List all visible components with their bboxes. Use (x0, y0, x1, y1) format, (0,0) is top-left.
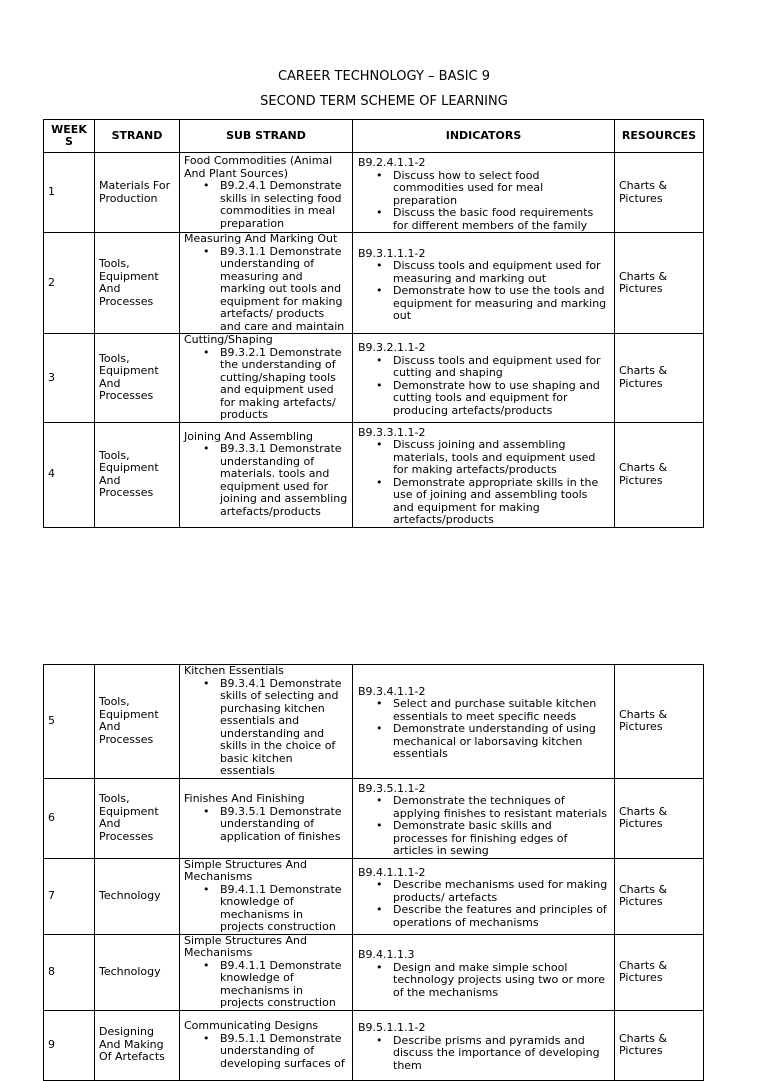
week-cell: 6 (44, 778, 95, 858)
content-standard: • B9.3.3.1 Demonstrate understanding of materials. tools and equipment used for joining and assembling artefacts/products (220, 443, 348, 518)
content-standard: • B9.3.4.1 Demonstrate skills of selecting and purchasing kitchen essentials and understanding and skills in the choice of basic kitchen essentials (220, 678, 348, 778)
indicator-item: • Discuss tools and equipment used for measuring and marking out (393, 260, 610, 285)
document-title: CAREER TECHNOLOGY – BASIC 9 (277, 69, 491, 84)
indicators-cell (353, 422, 615, 527)
sub-strand-cell (180, 665, 353, 779)
indicator-code: B9.3.4.1.1-2 (358, 684, 426, 698)
strand-cell: Tools, Equipment And Processes (95, 233, 180, 334)
indicators-cell (353, 665, 615, 779)
indicators-cell (353, 778, 615, 858)
content-standard: • B9.4.1.1 Demonstrate knowledge of mechanisms in projects construction (220, 884, 348, 934)
indicator-item: • Discuss how to select food commodities used for meal preparation (393, 170, 610, 208)
indicator-code: B9.2.4.1.1-2 (358, 156, 426, 169)
indicators-cell (353, 233, 615, 334)
content-standard: • B9.3.5.1 Demonstrate understanding of application of finishes (220, 806, 348, 844)
sub-strand-cell (180, 233, 353, 334)
indicator-code: B9.3.3.1.1-2 (358, 425, 426, 439)
table-row (44, 858, 704, 934)
strand-cell: Tools, Equipment And Processes (95, 334, 180, 423)
document-subtitle: SECOND TERM SCHEME OF LEARNING (260, 94, 508, 109)
resources-cell: Charts & Pictures (615, 934, 704, 1010)
table-row (44, 334, 704, 423)
indicator-item: • Demonstrate basic skills and processes for finishing edges of articles in sewing (393, 820, 610, 858)
indicators-cell (353, 858, 615, 934)
week-cell: 2 (44, 233, 95, 334)
header-resources: RESOURCES (615, 120, 704, 153)
resources-cell: Charts & Pictures (615, 334, 704, 423)
indicator-item: • Demonstrate appropriate skills in the use of joining and assembling tools and equipment for making artefacts/products (393, 477, 610, 527)
strand-cell: Materials For Production (95, 153, 180, 233)
strand-cell: Tools, Equipment And Processes (95, 422, 180, 527)
indicator-item: • Describe the features and principles of operations of mechanisms (393, 904, 610, 929)
sub-strand-title: Cutting/Shaping (184, 333, 273, 346)
indicator-item: • Demonstrate understanding of using mechanical or laborsaving kitchen essentials (393, 723, 610, 761)
header-indicators: INDICATORS (353, 120, 615, 153)
strand-cell: Tools, Equipment And Processes (95, 665, 180, 779)
table-row (44, 233, 704, 334)
indicator-code: B9.3.5.1.1-2 (358, 781, 426, 795)
indicators-cell (353, 153, 615, 233)
indicator-item: • Discuss tools and equipment used for cutting and shaping (393, 355, 610, 380)
table-row (44, 665, 704, 779)
indicator-item: • Demonstrate the techniques of applying finishes to resistant materials (393, 795, 610, 820)
resources-cell: Charts & Pictures (615, 1010, 704, 1080)
sub-strand-cell (180, 778, 353, 858)
indicator-item: • Describe prisms and pyramids and discuss the importance of developing them (393, 1035, 610, 1073)
content-standard: • B9.5.1.1 Demonstrate understanding of developing surfaces of (220, 1033, 348, 1071)
table-row (44, 153, 704, 233)
sub-strand-title: Kitchen Essentials (184, 664, 284, 677)
resources-cell: Charts & Pictures (615, 665, 704, 779)
indicator-item: • Demonstrate how to use the tools and equipment for measuring and marking out (393, 285, 610, 323)
week-cell: 9 (44, 1010, 95, 1080)
scheme-table-2 (43, 664, 704, 1081)
sub-strand-cell (180, 858, 353, 934)
sub-strand-title: Joining And Assembling (184, 429, 314, 443)
header-strand: STRAND (95, 120, 180, 153)
sub-strand-cell (180, 334, 353, 423)
sub-strand-title: Simple Structures And Mechanisms (184, 858, 307, 883)
indicator-code: B9.4.1.1.1-2 (358, 865, 426, 879)
sub-strand-title: Food Commodities (Animal And Plant Sources) (184, 154, 333, 180)
header-weeks: WEEK S (44, 120, 95, 153)
indicator-code: B9.5.1.1.1-2 (358, 1021, 426, 1034)
indicators-cell (353, 334, 615, 423)
strand-cell: Tools, Equipment And Processes (95, 778, 180, 858)
week-cell: 3 (44, 334, 95, 423)
sub-strand-title: Finishes And Finishing (184, 792, 305, 805)
indicator-item: • Demonstrate how to use shaping and cutting tools and equipment for producing artefacts/products (393, 380, 610, 418)
content-standard: • B9.4.1.1 Demonstrate knowledge of mechanisms in projects construction (220, 960, 348, 1010)
resources-cell: Charts & Pictures (615, 422, 704, 527)
strand-cell: Designing And Making Of Artefacts (95, 1010, 180, 1080)
sub-strand-title: Communicating Designs (184, 1019, 319, 1032)
sub-strand-title: Measuring And Marking Out (184, 232, 338, 245)
table-row (44, 778, 704, 858)
indicator-item: • Discuss the basic food requirements for different members of the family (393, 207, 610, 232)
sub-strand-cell (180, 153, 353, 233)
resources-cell: Charts & Pictures (615, 858, 704, 934)
scheme-table-1 (43, 119, 704, 528)
indicator-item: • Describe mechanisms used for making products/ artefacts (393, 879, 610, 904)
resources-cell: Charts & Pictures (615, 233, 704, 334)
table-row (44, 1010, 704, 1080)
header-sub-strand: SUB STRAND (180, 120, 353, 153)
content-standard: • B9.3.1.1 Demonstrate understanding of measuring and marking out tools and equipment for making artefacts/ products and care and maintain (220, 246, 348, 334)
strand-cell: Technology (95, 934, 180, 1010)
sub-strand-cell (180, 422, 353, 527)
indicators-cell (353, 1010, 615, 1080)
sub-strand-title: Simple Structures And Mechanisms (184, 934, 307, 959)
indicator-code: B9.3.1.1.1-2 (358, 246, 426, 260)
content-standard: • B9.3.2.1 Demonstrate the understanding of cutting/shaping tools and equipment used for making artefacts/ products (220, 347, 348, 422)
week-cell: 5 (44, 665, 95, 779)
strand-cell: Technology (95, 858, 180, 934)
week-cell: 7 (44, 858, 95, 934)
content-standard: • B9.2.4.1 Demonstrate skills in selecting food commodities in meal preparation (220, 180, 348, 230)
sub-strand-cell (180, 1010, 353, 1080)
indicator-code: B9.3.2.1.1-2 (358, 341, 426, 355)
indicator-item: • Discuss joining and assembling materials, tools and equipment used for making artefacts/products (393, 439, 610, 477)
indicator-item: • Design and make simple school technology projects using two or more of the mechanisms (393, 962, 610, 1000)
resources-cell: Charts & Pictures (615, 778, 704, 858)
indicator-item: • Select and purchase suitable kitchen essentials to meet specific needs (393, 698, 610, 723)
sub-strand-cell (180, 934, 353, 1010)
indicators-cell (353, 934, 615, 1010)
indicator-code: B9.4.1.1.3 (358, 948, 415, 961)
table-row (44, 934, 704, 1010)
week-cell: 4 (44, 422, 95, 527)
week-cell: 8 (44, 934, 95, 1010)
table-row (44, 422, 704, 527)
week-cell: 1 (44, 153, 95, 233)
resources-cell: Charts & Pictures (615, 153, 704, 233)
